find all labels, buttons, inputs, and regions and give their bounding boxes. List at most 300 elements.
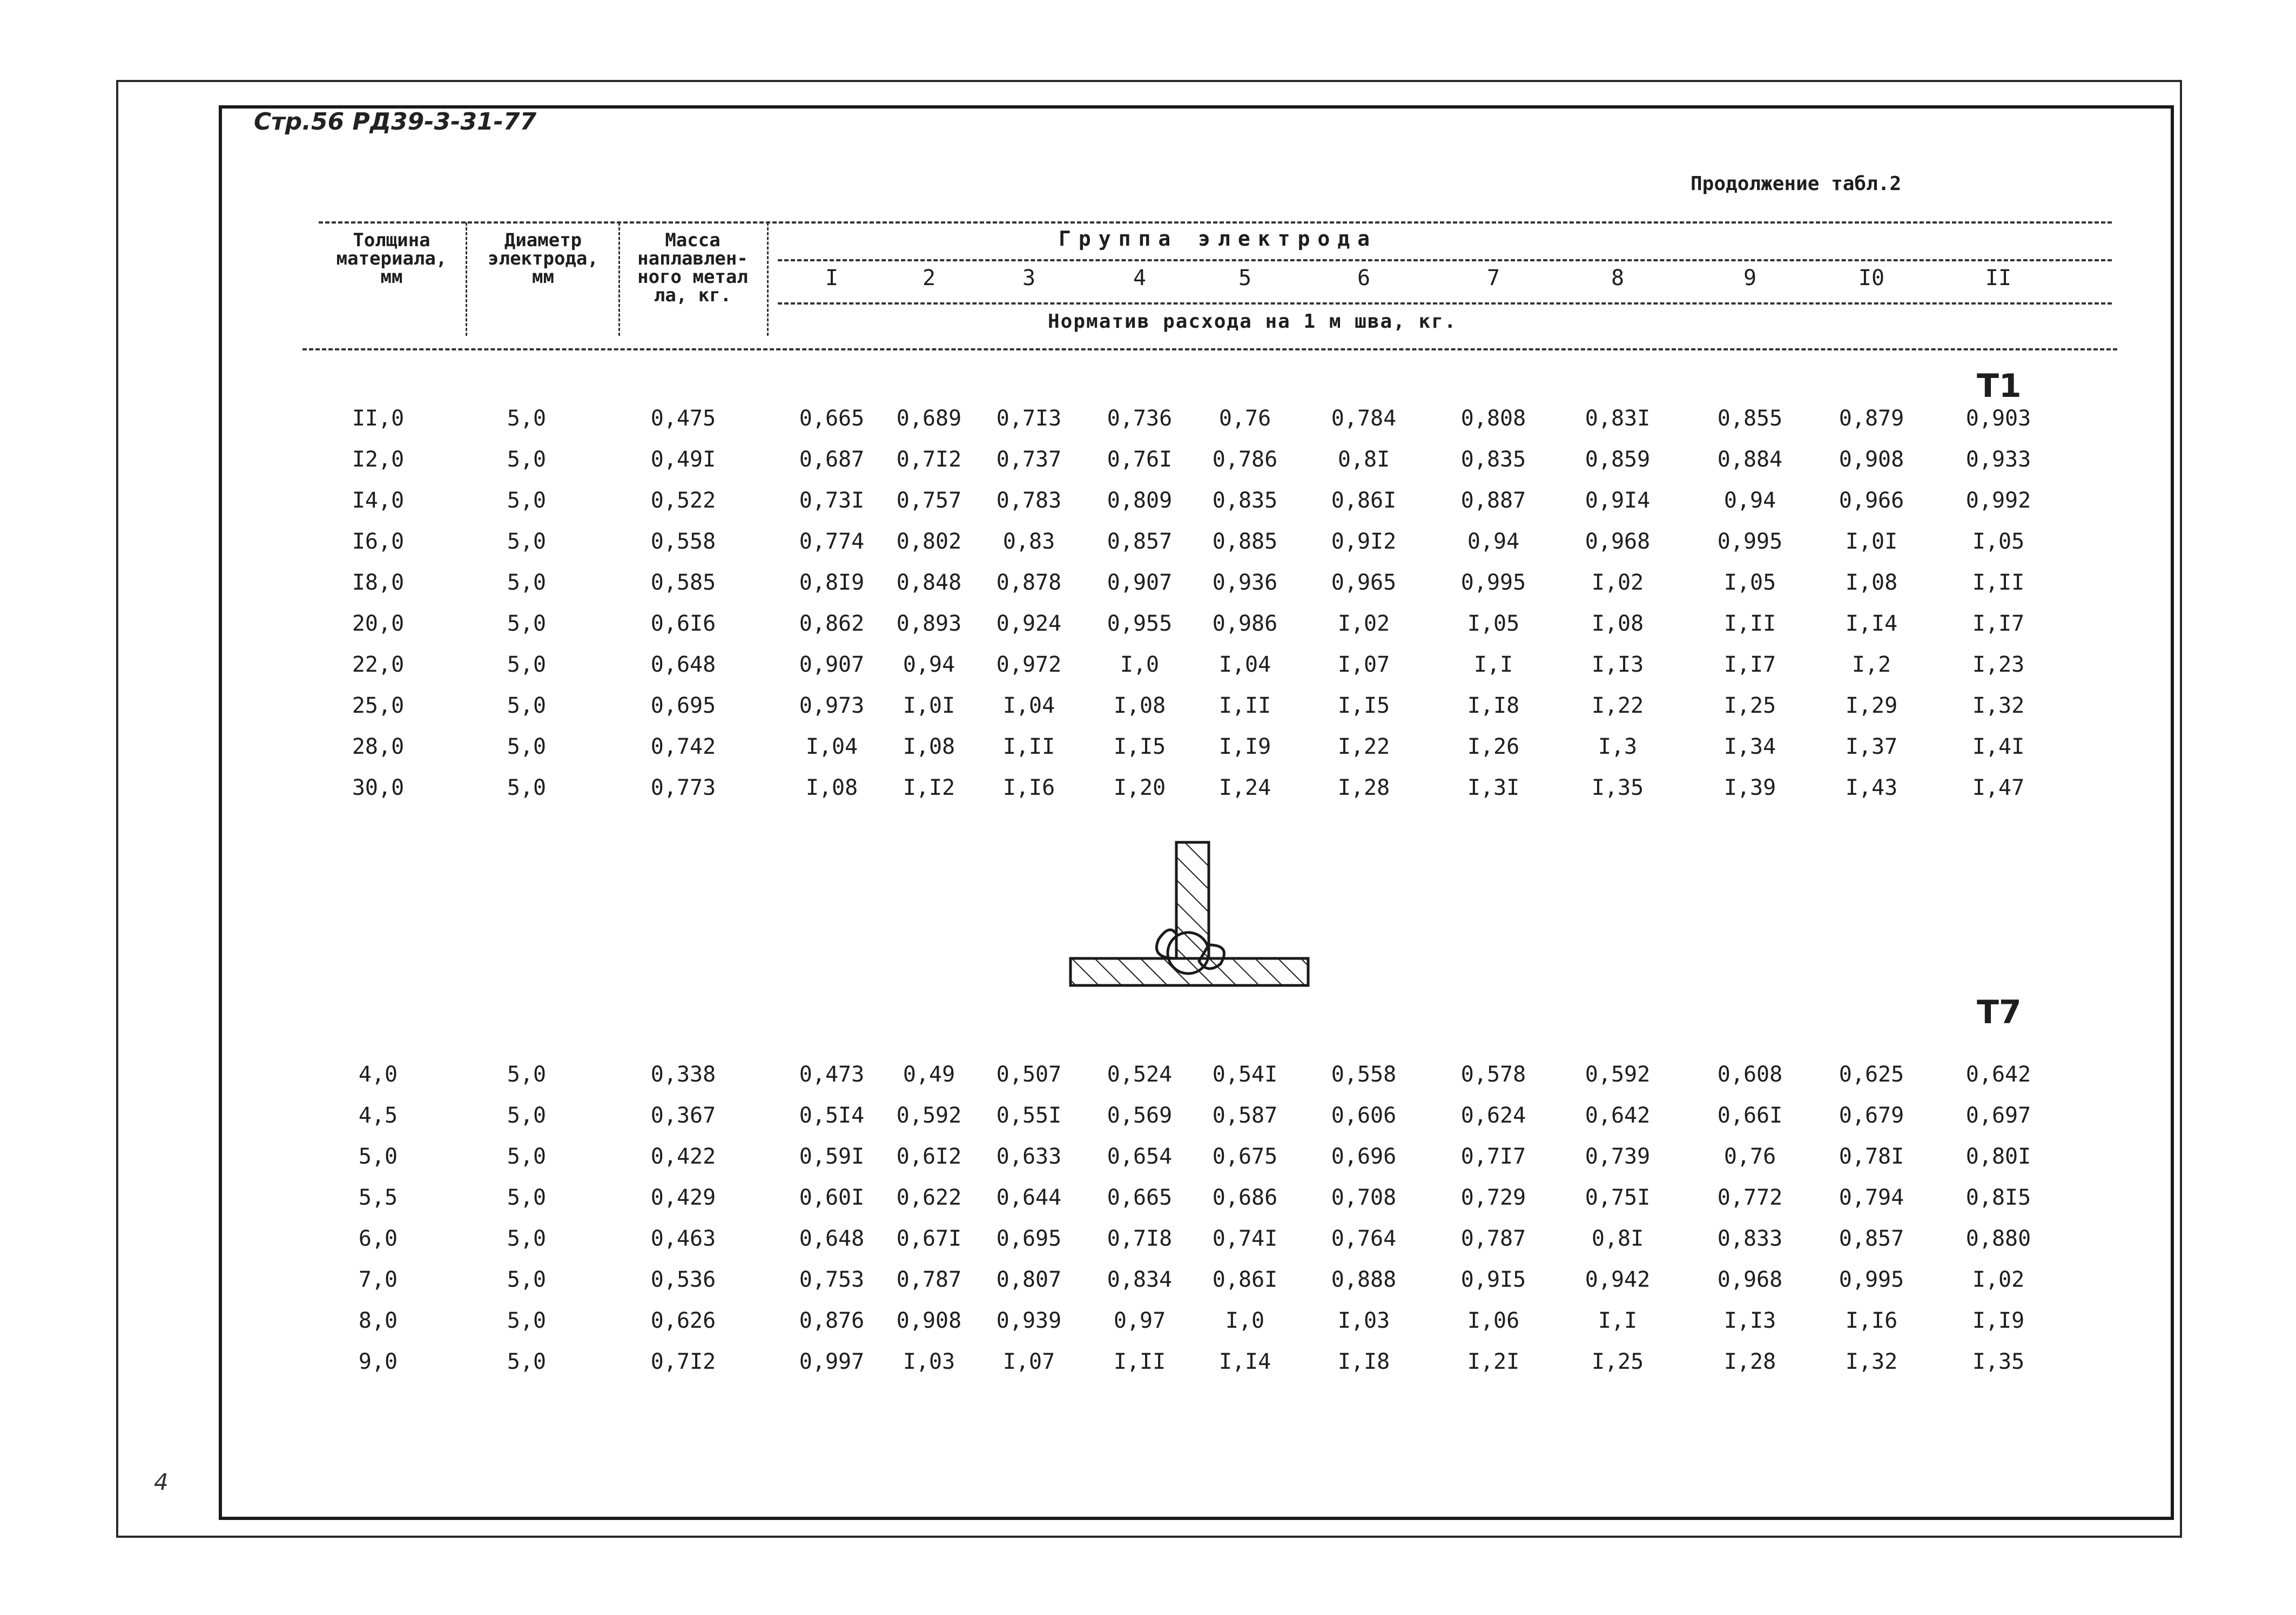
table-cell: I,04	[1218, 652, 1271, 677]
table-cell: 0,644	[996, 1185, 1062, 1210]
table-cell: 0,367	[650, 1103, 716, 1128]
group-number-8: 8	[1611, 266, 1625, 290]
table-cell: I,04	[805, 734, 858, 759]
table-cell: 0,908	[896, 1308, 962, 1333]
table-cell: I,II	[1218, 693, 1271, 718]
header-divider-3	[767, 222, 769, 336]
table-row	[0, 484, 2296, 517]
table-row	[0, 607, 2296, 640]
table-cell: 0,835	[1212, 488, 1278, 513]
table-cell: 0,558	[1331, 1062, 1397, 1087]
table-cell: 0,729	[1460, 1185, 1526, 1210]
table-cell: 0,687	[799, 447, 865, 472]
table-cell: 0,66I	[1717, 1103, 1783, 1128]
table-cell: 5,0	[507, 1185, 547, 1210]
table-cell: 0,60I	[799, 1185, 865, 1210]
table-row	[0, 525, 2296, 558]
table-cell: 5,0	[507, 1226, 547, 1251]
table-cell: I,22	[1337, 734, 1390, 759]
group-number-3: 3	[1022, 266, 1036, 290]
table-cell: 0,642	[1585, 1103, 1651, 1128]
table-cell: 0,997	[799, 1349, 865, 1374]
header-top-rule	[319, 221, 2112, 224]
table-cell: 5,0	[507, 447, 547, 472]
table-cell: 0,808	[1460, 406, 1526, 431]
table-cell: I,I6	[1002, 775, 1055, 800]
table-cell: 0,654	[1107, 1144, 1173, 1169]
table-cell: 5,0	[507, 693, 547, 718]
table-cell: 0,784	[1331, 406, 1397, 431]
group-number-11: II	[1985, 266, 2012, 290]
table-cell: I,0I	[903, 693, 955, 718]
table-cell: 5,0	[507, 1308, 547, 1333]
table-cell: 0,855	[1717, 406, 1783, 431]
table-cell: I,35	[1972, 1349, 2025, 1374]
table-cell: 0,995	[1460, 570, 1526, 595]
table-cell: 5,0	[507, 406, 547, 431]
table-cell: 5,0	[507, 775, 547, 800]
table-cell: 0,473	[799, 1062, 865, 1087]
table-cell: 0,809	[1107, 488, 1173, 513]
table-cell: 5,0	[507, 570, 547, 595]
table-cell: 0,429	[650, 1185, 716, 1210]
table-cell: 0,757	[896, 488, 962, 513]
table-cell: 0,338	[650, 1062, 716, 1087]
table-cell: I4,0	[352, 488, 405, 513]
corner-note: 4	[154, 1469, 169, 1495]
table-cell: I,08	[903, 734, 955, 759]
table-cell: 0,968	[1585, 529, 1651, 554]
table-cell: I,I	[1473, 652, 1513, 677]
table-cell: 0,76	[1723, 1144, 1776, 1169]
table-cell: 0,78I	[1839, 1144, 1904, 1169]
table-cell: 0,907	[1107, 570, 1173, 595]
table-cell: 0,973	[799, 693, 865, 718]
table-cell: I,25	[1591, 1349, 1644, 1374]
table-row	[0, 443, 2296, 476]
table-cell: 0,859	[1585, 447, 1651, 472]
page-stamp: Стр.56 РД39-3-31-77	[254, 108, 537, 136]
table-cell: I,II	[1723, 611, 1776, 636]
table-cell: I,35	[1591, 775, 1644, 800]
table-cell: I,07	[1337, 652, 1390, 677]
table-cell: 0,885	[1212, 529, 1278, 554]
table-cell: I,I9	[1972, 1308, 2025, 1333]
table-row	[0, 1099, 2296, 1132]
table-cell: I,43	[1845, 775, 1898, 800]
table-cell: 0,774	[799, 529, 865, 554]
table-cell: I8,0	[352, 570, 405, 595]
table-cell: 0,49	[903, 1062, 955, 1087]
table-cell: 0,737	[996, 447, 1062, 472]
table-cell: 0,879	[1839, 406, 1904, 431]
table-cell: 0,665	[799, 406, 865, 431]
table-cell: 0,8I9	[799, 570, 865, 595]
table-cell: 0,648	[799, 1226, 865, 1251]
series-tag-t1: Т1	[1977, 367, 2022, 405]
table-cell: 0,558	[650, 529, 716, 554]
table-cell: 20,0	[352, 611, 405, 636]
table-cell: 0,7I8	[1107, 1226, 1173, 1251]
table-cell: 0,884	[1717, 447, 1783, 472]
table-cell: I,II	[1972, 570, 2025, 595]
table-cell: I,I8	[1337, 1349, 1390, 1374]
table-cell: 5,0	[507, 1267, 547, 1292]
table-cell: 0,625	[1839, 1062, 1904, 1087]
table-cell: 28,0	[352, 734, 405, 759]
table-cell: I,02	[1337, 611, 1390, 636]
table-row	[0, 731, 2296, 763]
table-cell: I,04	[1002, 693, 1055, 718]
table-cell: 4,5	[358, 1103, 398, 1128]
table-cell: 0,606	[1331, 1103, 1397, 1128]
table-cell: 5,0	[507, 1144, 547, 1169]
table-cell: 0,94	[1467, 529, 1520, 554]
table-cell: I,47	[1972, 775, 2025, 800]
table-cell: 0,764	[1331, 1226, 1397, 1251]
table-cell: I,22	[1591, 693, 1644, 718]
table-cell: I,32	[1845, 1349, 1898, 1374]
table-cell: 0,80I	[1965, 1144, 2031, 1169]
table-row	[0, 402, 2296, 435]
table-cell: 0,94	[903, 652, 955, 677]
table-cell: 0,592	[896, 1103, 962, 1128]
table-row	[0, 1305, 2296, 1337]
table-cell: 0,76I	[1107, 447, 1173, 472]
table-cell: I,I8	[1467, 693, 1520, 718]
table-cell: I,2	[1851, 652, 1891, 677]
table-cell: 0,903	[1965, 406, 2031, 431]
table-cell: I,I6	[1845, 1308, 1898, 1333]
table-cell: 25,0	[352, 693, 405, 718]
table-cell: 0,965	[1331, 570, 1397, 595]
table-cell: 0,955	[1107, 611, 1173, 636]
table-cell: 0,74I	[1212, 1226, 1278, 1251]
table-cell: 0,834	[1107, 1267, 1173, 1292]
table-cell: 0,524	[1107, 1062, 1173, 1087]
table-cell: 0,992	[1965, 488, 2031, 513]
table-cell: 0,995	[1839, 1267, 1904, 1292]
base-plate	[1070, 958, 1308, 985]
table-cell: 0,862	[799, 611, 865, 636]
table-cell: 0,9I5	[1460, 1267, 1526, 1292]
table-cell: I,23	[1972, 652, 2025, 677]
header-group: Группа электрода	[1059, 227, 1378, 251]
table-cell: 0,972	[996, 652, 1062, 677]
table-cell: 0,695	[996, 1226, 1062, 1251]
table-cell: I,02	[1591, 570, 1644, 595]
table-cell: 0,75I	[1585, 1185, 1651, 1210]
table-cell: 0,626	[650, 1308, 716, 1333]
table-cell: I2,0	[352, 447, 405, 472]
header-diameter: Диаметр электрода, мм	[488, 229, 598, 288]
table-cell: 0,686	[1212, 1185, 1278, 1210]
table-row	[0, 772, 2296, 804]
table-cell: 0,648	[650, 652, 716, 677]
weld-joint-diagram	[1064, 837, 1323, 999]
table-cell: I,06	[1467, 1308, 1520, 1333]
table-cell: 0,97	[1113, 1308, 1166, 1333]
table-cell: 8,0	[358, 1308, 398, 1333]
table-cell: 0,7I7	[1460, 1144, 1526, 1169]
header-divider-1	[466, 222, 467, 336]
table-cell: 0,8I5	[1965, 1185, 2031, 1210]
table-cell: 0,67I	[896, 1226, 962, 1251]
table-cell: I,05	[1467, 611, 1520, 636]
table-cell: 0,695	[650, 693, 716, 718]
table-cell: 0,578	[1460, 1062, 1526, 1087]
table-cell: 0,7I2	[896, 447, 962, 472]
group-number-10: I0	[1858, 266, 1885, 290]
table-cell: 0,833	[1717, 1226, 1783, 1251]
table-cell: 0,49I	[650, 447, 716, 472]
table-cell: I,28	[1337, 775, 1390, 800]
table-cell: I,08	[1113, 693, 1166, 718]
table-cell: 0,86I	[1331, 488, 1397, 513]
table-cell: 0,807	[996, 1267, 1062, 1292]
table-cell: I,08	[1845, 570, 1898, 595]
table-cell: 0,893	[896, 611, 962, 636]
table-cell: 5,0	[507, 529, 547, 554]
table-row	[0, 1181, 2296, 1214]
table-cell: 0,888	[1331, 1267, 1397, 1292]
table-cell: I,03	[1337, 1308, 1390, 1333]
table-cell: 0,7I3	[996, 406, 1062, 431]
table-cell: I,I7	[1723, 652, 1776, 677]
table-cell: I,0	[1225, 1308, 1265, 1333]
table-cell: 5,0	[507, 488, 547, 513]
table-cell: 0,608	[1717, 1062, 1783, 1087]
table-row	[0, 1058, 2296, 1091]
table-cell: 7,0	[358, 1267, 398, 1292]
table-cell: 0,622	[896, 1185, 962, 1210]
table-cell: I,I4	[1845, 611, 1898, 636]
table-cell: 0,968	[1717, 1267, 1783, 1292]
table-cell: I,I5	[1113, 734, 1166, 759]
table-cell: 0,848	[896, 570, 962, 595]
table-cell: 0,59I	[799, 1144, 865, 1169]
table-cell: 0,86I	[1212, 1267, 1278, 1292]
table-cell: I,I9	[1218, 734, 1271, 759]
table-cell: 30,0	[352, 775, 405, 800]
table-cell: 0,742	[650, 734, 716, 759]
table-cell: 0,54I	[1212, 1062, 1278, 1087]
table-cell: 0,773	[650, 775, 716, 800]
table-cell: I,I5	[1337, 693, 1390, 718]
table-cell: 0,73I	[799, 488, 865, 513]
table-cell: I,08	[805, 775, 858, 800]
table-cell: 0,507	[996, 1062, 1062, 1087]
group-number-5: 5	[1238, 266, 1252, 290]
table-cell: I,4I	[1972, 734, 2025, 759]
group-number-9: 9	[1743, 266, 1757, 290]
table-cell: 0,475	[650, 406, 716, 431]
table-cell: 0,9I4	[1585, 488, 1651, 513]
table-cell: I6,0	[352, 529, 405, 554]
group-underline-rule	[778, 259, 2112, 261]
series-tag-t7: Т7	[1977, 994, 2022, 1031]
table-cell: 0,8I	[1591, 1226, 1644, 1251]
group-number-1: I	[825, 266, 839, 290]
table-cell: 0,995	[1717, 529, 1783, 554]
norm-top-rule	[778, 302, 2112, 305]
table-cell: 0,739	[1585, 1144, 1651, 1169]
table-cell: 5,5	[358, 1185, 398, 1210]
table-cell: I,II	[1113, 1349, 1166, 1374]
table-cell: 0,76	[1218, 406, 1271, 431]
table-row	[0, 648, 2296, 681]
table-cell: 0,753	[799, 1267, 865, 1292]
header-bottom-rule	[302, 348, 2117, 350]
table-cell: 0,6I2	[896, 1144, 962, 1169]
group-number-4: 4	[1133, 266, 1147, 290]
table-cell: 0,585	[650, 570, 716, 595]
table-cell: I,I	[1598, 1308, 1638, 1333]
table-cell: 0,802	[896, 529, 962, 554]
table-cell: 5,0	[507, 1103, 547, 1128]
header-divider-2	[618, 222, 620, 336]
table-cell: 0,463	[650, 1226, 716, 1251]
table-row	[0, 566, 2296, 599]
table-cell: 0,696	[1331, 1144, 1397, 1169]
table-cell: 0,924	[996, 611, 1062, 636]
table-cell: I,03	[903, 1349, 955, 1374]
table-cell: 5,0	[507, 652, 547, 677]
table-cell: 0,422	[650, 1144, 716, 1169]
table-cell: I,29	[1845, 693, 1898, 718]
header-thickness: Толщина материала, мм	[336, 229, 447, 288]
table-cell: 0,783	[996, 488, 1062, 513]
table-cell: 0,5I4	[799, 1103, 865, 1128]
table-cell: 0,908	[1839, 447, 1904, 472]
table-cell: 0,878	[996, 570, 1062, 595]
table-cell: 0,857	[1107, 529, 1173, 554]
table-cell: 0,522	[650, 488, 716, 513]
table-cell: 0,986	[1212, 611, 1278, 636]
table-cell: 0,569	[1107, 1103, 1173, 1128]
table-cell: 0,587	[1212, 1103, 1278, 1128]
table-cell: I,I4	[1218, 1349, 1271, 1374]
table-cell: I,I3	[1723, 1308, 1776, 1333]
table-cell: 0,536	[650, 1267, 716, 1292]
table-cell: I,39	[1723, 775, 1776, 800]
table-caption: Продолжение табл.2	[1691, 173, 1902, 195]
table-row	[0, 1263, 2296, 1296]
table-cell: I,II	[1002, 734, 1055, 759]
table-cell: I,02	[1972, 1267, 2025, 1292]
table-cell: I,3	[1598, 734, 1638, 759]
table-cell: I,32	[1972, 693, 2025, 718]
table-row	[0, 1346, 2296, 1378]
table-cell: II,0	[352, 406, 405, 431]
table-cell: I,05	[1723, 570, 1776, 595]
table-cell: 0,642	[1965, 1062, 2031, 1087]
table-cell: 0,876	[799, 1308, 865, 1333]
table-cell: I,I2	[903, 775, 955, 800]
table-cell: 0,55I	[996, 1103, 1062, 1128]
table-cell: 0,592	[1585, 1062, 1651, 1087]
table-cell: I,05	[1972, 529, 2025, 554]
table-cell: 5,0	[507, 734, 547, 759]
group-number-7: 7	[1486, 266, 1500, 290]
table-cell: 0,9I2	[1331, 529, 1397, 554]
table-cell: 0,83	[1002, 529, 1055, 554]
table-cell: 5,0	[507, 611, 547, 636]
table-cell: 0,942	[1585, 1267, 1651, 1292]
table-cell: I,0I	[1845, 529, 1898, 554]
table-cell: 0,689	[896, 406, 962, 431]
table-cell: 0,887	[1460, 488, 1526, 513]
table-row	[0, 1222, 2296, 1255]
table-row	[0, 1140, 2296, 1173]
table-cell: 0,835	[1460, 447, 1526, 472]
header-norm: Норматив расхода на 1 м шва, кг.	[1048, 310, 1457, 333]
table-cell: 0,966	[1839, 488, 1904, 513]
table-cell: 0,939	[996, 1308, 1062, 1333]
table-cell: I,25	[1723, 693, 1776, 718]
table-cell: 0,936	[1212, 570, 1278, 595]
table-cell: 5,0	[358, 1144, 398, 1169]
table-cell: 0,679	[1839, 1103, 1904, 1128]
table-cell: 5,0	[507, 1062, 547, 1087]
table-cell: I,3I	[1467, 775, 1520, 800]
table-cell: 0,933	[1965, 447, 2031, 472]
table-cell: 0,708	[1331, 1185, 1397, 1210]
table-cell: I,34	[1723, 734, 1776, 759]
table-cell: 0,880	[1965, 1226, 2031, 1251]
table-cell: 0,697	[1965, 1103, 2031, 1128]
table-cell: 0,8I	[1337, 447, 1390, 472]
table-cell: I,0	[1120, 652, 1160, 677]
table-cell: 0,787	[1460, 1226, 1526, 1251]
table-cell: I,20	[1113, 775, 1166, 800]
table-cell: I,I7	[1972, 611, 2025, 636]
table-cell: 0,633	[996, 1144, 1062, 1169]
table-cell: 0,736	[1107, 406, 1173, 431]
table-cell: 22,0	[352, 652, 405, 677]
table-cell: I,24	[1218, 775, 1271, 800]
table-cell: 0,857	[1839, 1226, 1904, 1251]
table-cell: 9,0	[358, 1349, 398, 1374]
table-cell: 0,94	[1723, 488, 1776, 513]
table-cell: 4,0	[358, 1062, 398, 1087]
table-cell: I,07	[1002, 1349, 1055, 1374]
table-cell: 0,786	[1212, 447, 1278, 472]
table-cell: 0,624	[1460, 1103, 1526, 1128]
table-cell: 0,7I2	[650, 1349, 716, 1374]
table-cell: 0,907	[799, 652, 865, 677]
table-cell: I,26	[1467, 734, 1520, 759]
table-cell: 0,675	[1212, 1144, 1278, 1169]
table-cell: 0,794	[1839, 1185, 1904, 1210]
table-cell: I,I3	[1591, 652, 1644, 677]
table-cell: I,2I	[1467, 1349, 1520, 1374]
table-cell: I,28	[1723, 1349, 1776, 1374]
group-number-2: 2	[922, 266, 936, 290]
table-cell: 6,0	[358, 1226, 398, 1251]
table-cell: 0,6I6	[650, 611, 716, 636]
table-row	[0, 690, 2296, 722]
table-cell: 0,787	[896, 1267, 962, 1292]
table-cell: 0,665	[1107, 1185, 1173, 1210]
table-cell: I,08	[1591, 611, 1644, 636]
table-cell: 5,0	[507, 1349, 547, 1374]
header-mass: Масса наплавлен- ного метал ла, кг.	[637, 229, 748, 306]
group-number-6: 6	[1357, 266, 1371, 290]
table-cell: 0,83I	[1585, 406, 1651, 431]
table-cell: I,37	[1845, 734, 1898, 759]
table-cell: 0,772	[1717, 1185, 1783, 1210]
